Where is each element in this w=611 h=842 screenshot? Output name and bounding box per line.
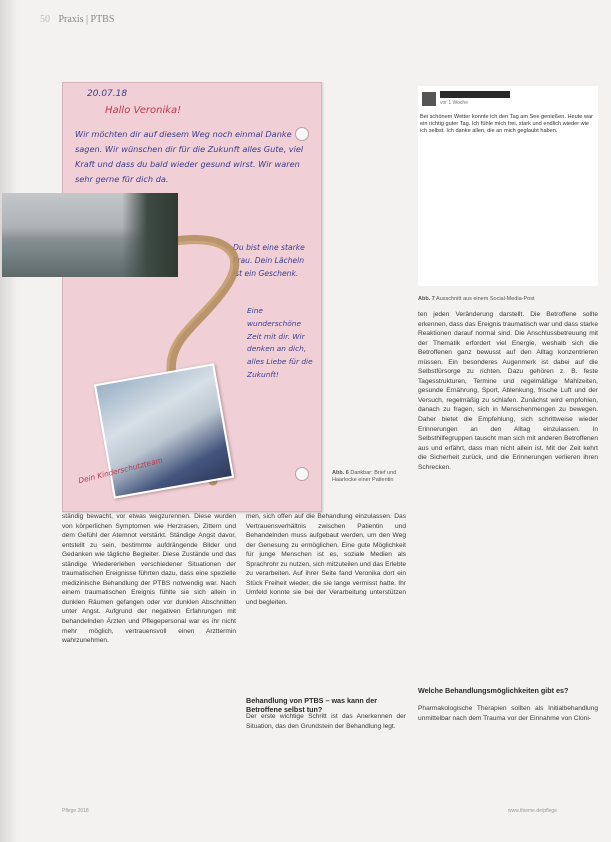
footer-left: Pflege 2018	[62, 808, 89, 814]
body-column-2b: Der erste wichtige Schritt ist das Anerkennen der Situation, das den Grundstein der Behandlung legt.	[246, 713, 406, 730]
section-title: Praxis | PTBS	[58, 14, 115, 25]
figure-7-label: Abb. 7	[418, 296, 435, 302]
clinic-photo	[94, 363, 234, 498]
figure-6-label: Abb. 6	[332, 470, 349, 476]
figure-7-caption: Abb. 7 Ausschnitt aus einem Social-Media-Post	[418, 296, 535, 302]
section-heading-treatment: Welche Behandlungsmöglichkeiten gibt es?	[418, 686, 569, 695]
note-body-2: Du bist eine starke Frau. Dein Lächeln ist ein Geschenk.	[233, 243, 305, 278]
note-signature: Dein Kinderschutzteam	[77, 455, 164, 486]
note-date: 20.07.18	[87, 89, 128, 99]
note-body: Wir möchten dir auf diesem Weg noch einmal Danke sagen. Wir wünschen dir für die Zukunft alles Gute, viel Kraft und dass du bald wieder gesund wirst. Wir waren sehr gerne für dich da.	[75, 129, 304, 184]
post-time: vor 1 Woche	[440, 100, 468, 106]
avatar	[422, 92, 436, 106]
redacted-username	[440, 91, 510, 98]
post-text: Bei schönem Wetter konnte ich den Tag am See genießen. Heute war ein richtig guter Tag. Ich fühle mich frei, stark und endlich wieder wie ich selbst. Ich danke allen, die an mich geglaubt haben.	[420, 114, 593, 135]
punch-hole	[295, 467, 309, 481]
body-column-3b: Pharmakologische Therapien sollten als Initialbehandlung unmittelbar nach dem Trauma vor der Einnahme von Cloni-	[418, 705, 598, 722]
page-number: 50	[40, 14, 50, 25]
social-media-post	[418, 86, 598, 286]
handwritten-note	[62, 82, 322, 512]
page-header	[40, 14, 114, 25]
section-heading-self-help: Behandlung von PTBS – was kann der Betroffene selbst tun?	[246, 696, 377, 714]
punch-hole	[295, 127, 309, 141]
trees	[122, 193, 178, 277]
scan-edge	[0, 0, 18, 842]
body-column-3: ten jeden Veränderung darstellt. Die Betroffene sollte erkennen, dass das Ereignis traumatisch war und dass starke Reaktionen darauf normal sind. Die Anschlussbetreuung mit der Thematik erfordert viel Energie, weshalb sich die Betroffenen ganz bewusst auf den Alltag konzentrieren müssen. Ein besonderes Augenmerk ist dabei auf die Selbstfürsorge zu richten. Dazu gehören z. B. feste Tagesstrukturen, Termine und regelmäßige Mahlzeiten, gesunde Ernährung, Sport, Ablenkung, frische Luft und der Versuch, regelmäßig zu schlafen. Zunächst wird empfohlen, danach zu fragen, sich in Menschenmengen zu bewegen. Daher bietet die Empfehlung, sich schrittweise wieder Erinnerungen an den Alltag einzulassen. In Selbsthilfegruppen tauscht man sich mit anderen Betroffenen aus und erfährt, dass man nicht allein ist. Mit der Zeit kehrt die Sicherheit zurück, und die Erinnerungen verlieren ihren Schrecken.	[418, 311, 598, 471]
figure-6-caption: Abb. 6 Dankbar: Brief und Haarlocke einer Patientin	[332, 470, 397, 483]
footer-right: www.thieme.de/pflege	[508, 808, 557, 814]
note-body-3: Eine wunderschöne Zeit mit dir. Wir denken an dich, alles Liebe für die Zukunft!	[247, 306, 313, 379]
lake-photo	[2, 193, 178, 277]
body-column-1: ständig bewacht, vor etwas wegzurennen. Diese wurden von körperlichen Symptomen wie Herzrasen, Zittern und dem Gefühl der Atemnot verstärkt. Ständige Angst davor, entstellt zu sein, bestimmte aufdrängende Bilder und Gedanken wie tägliche Begleiter. Diese Zustände und das ständige Wiedererleben verschiedener Situationen der traumatischen Ereignisse führten dazu, dass eine spezielle medizinische Behandlung der PTBS notwendig war. Nach einem traumatischen Ereignis fühlte sie sich allein in dunklen Räumen gefangen oder vor dunklen Abschnitten unter Angst. Aufgrund der negativen Erfahrungen mit behandelnden Ärzten und Pflegepersonal war es ihr nicht mehr möglich, vertrauensvoll einen Arzttermin wahrzunehmen.	[62, 513, 236, 645]
note-greeting: Hallo Veronika!	[105, 105, 182, 116]
body-column-2: men, sich offen auf die Behandlung einzulassen. Das Vertrauensverhältnis zwischen Patientin und Behandelnden muss aufgebaut werden, um den Weg der Genesung zu ermöglichen. Eine gute Möglichkeit für junge Menschen ist es, soziale Medien als Sprachrohr zu nutzen, sich mitzuteilen und das Erlebte zu verarbeiten. Auf ihrer Seite fand Veronika dort ein Stück Freiheit wieder, die sie lange vermisst hatte. Ihr Umfeld konnte sie bei der Verarbeitung unterstützen und begleiten.	[246, 513, 406, 606]
